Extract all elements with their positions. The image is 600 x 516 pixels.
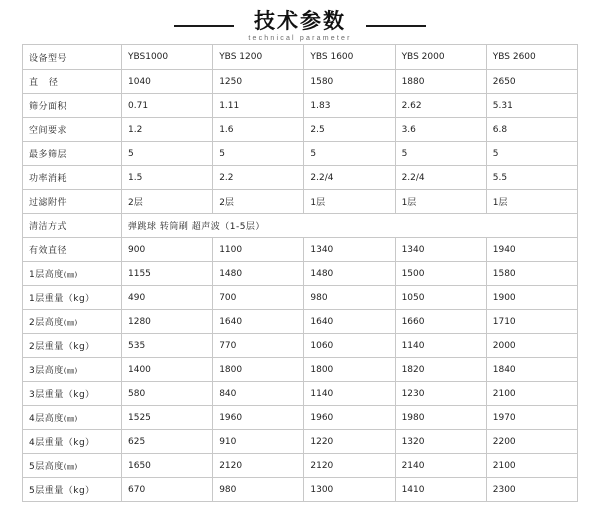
row-cell: 2300 (486, 478, 577, 502)
row-cell: 1800 (304, 358, 395, 382)
row-cell: 1.83 (304, 94, 395, 118)
row-cell: 980 (213, 478, 304, 502)
row-label: 最多筛层 (23, 142, 122, 166)
row-cell: 1层 (304, 190, 395, 214)
row-label: 有效直径 (23, 238, 122, 262)
row-label: 筛分面积 (23, 94, 122, 118)
row-label: 3层重量（kg） (23, 382, 122, 406)
row-cell: 3.6 (395, 118, 486, 142)
table-row (23, 310, 578, 334)
row-cell: 700 (213, 286, 304, 310)
table-row (23, 94, 578, 118)
row-label: 5层重量（kg） (23, 478, 122, 502)
table-row (23, 334, 578, 358)
header-rule-left (174, 25, 234, 27)
row-cell: 1230 (395, 382, 486, 406)
row-cell: 900 (122, 238, 213, 262)
row-cell: 1410 (395, 478, 486, 502)
row-cell: 770 (213, 334, 304, 358)
row-label-unit: (㎜) (63, 415, 78, 423)
row-cell: 1970 (486, 406, 577, 430)
table-row (23, 118, 578, 142)
row-cell: 1400 (122, 358, 213, 382)
table-row (23, 238, 578, 262)
row-label: 清洁方式 (23, 214, 122, 238)
table-row (23, 382, 578, 406)
row-cell: 1480 (213, 262, 304, 286)
row-cell: 1.5 (122, 166, 213, 190)
row-cell: 1250 (213, 70, 304, 94)
row-cell: 1980 (395, 406, 486, 430)
row-cell: YBS1000 (122, 45, 213, 70)
row-cell: 840 (213, 382, 304, 406)
row-label: 4层重量（kg） (23, 430, 122, 454)
row-cell: 2000 (486, 334, 577, 358)
row-label: 4层高度(㎜) (23, 406, 122, 430)
row-label: 1层高度(㎜) (23, 262, 122, 286)
row-cell: YBS 2600 (486, 45, 577, 70)
row-cell: 1100 (213, 238, 304, 262)
table-row (23, 190, 578, 214)
row-label: 1层重量（kg） (23, 286, 122, 310)
row-label-unit: (㎜) (63, 367, 78, 375)
technical-parameter-table (22, 44, 578, 502)
row-cell: 1900 (486, 286, 577, 310)
row-cell: 1340 (395, 238, 486, 262)
row-cell: 2200 (486, 430, 577, 454)
table-row (23, 454, 578, 478)
row-cell: 1140 (304, 382, 395, 406)
row-cell: 1320 (395, 430, 486, 454)
row-cell: 1050 (395, 286, 486, 310)
table-body (23, 45, 578, 502)
row-cell: 1140 (395, 334, 486, 358)
row-cell: 1960 (304, 406, 395, 430)
row-cell: 2120 (213, 454, 304, 478)
table-row (23, 406, 578, 430)
page-title: 技术参数 (254, 8, 346, 33)
row-label: 空间要求 (23, 118, 122, 142)
row-cell: 1480 (304, 262, 395, 286)
table-row (23, 430, 578, 454)
row-cell: 1580 (304, 70, 395, 94)
row-cell: 2.5 (304, 118, 395, 142)
row-label: 功率消耗 (23, 166, 122, 190)
row-label: 过滤附件 (23, 190, 122, 214)
row-cell: 2100 (486, 454, 577, 478)
row-cell: 5.31 (486, 94, 577, 118)
row-cell: 535 (122, 334, 213, 358)
row-label: 2层重量（kg） (23, 334, 122, 358)
row-cell: 1660 (395, 310, 486, 334)
row-cell: 1.11 (213, 94, 304, 118)
row-cell: 580 (122, 382, 213, 406)
row-cell: 1800 (213, 358, 304, 382)
table-row (23, 142, 578, 166)
row-cell: 1710 (486, 310, 577, 334)
table-row (23, 286, 578, 310)
row-label: 3层高度(㎜) (23, 358, 122, 382)
row-cell: 1300 (304, 478, 395, 502)
row-merged-cell: 弹跳球 转筒刷 超声波（1-5层） (122, 214, 578, 238)
row-cell: 1820 (395, 358, 486, 382)
row-cell: 980 (304, 286, 395, 310)
header-rule-right (366, 25, 426, 27)
row-cell: 1580 (486, 262, 577, 286)
row-cell: 1960 (213, 406, 304, 430)
row-cell: 1.2 (122, 118, 213, 142)
row-cell: 2120 (304, 454, 395, 478)
table-row (23, 358, 578, 382)
page-subtitle: technical parameter (248, 34, 352, 42)
row-cell: 2650 (486, 70, 577, 94)
row-cell: 1840 (486, 358, 577, 382)
row-cell: 2层 (122, 190, 213, 214)
row-cell: 2.2/4 (304, 166, 395, 190)
row-cell: 2.2 (213, 166, 304, 190)
row-label-unit: (㎜) (63, 463, 78, 471)
row-cell: 1280 (122, 310, 213, 334)
table-row (23, 214, 578, 238)
table-row (23, 70, 578, 94)
row-cell: 5 (122, 142, 213, 166)
row-cell: 1650 (122, 454, 213, 478)
row-cell: 670 (122, 478, 213, 502)
row-cell: YBS 1200 (213, 45, 304, 70)
row-cell: 6.8 (486, 118, 577, 142)
row-label-unit: (㎜) (63, 319, 78, 327)
row-cell: 2.2/4 (395, 166, 486, 190)
row-cell: 5 (395, 142, 486, 166)
row-cell: 1640 (304, 310, 395, 334)
row-cell: 5 (213, 142, 304, 166)
row-cell: 1525 (122, 406, 213, 430)
row-cell: 1层 (486, 190, 577, 214)
row-cell: 2140 (395, 454, 486, 478)
table-row (23, 166, 578, 190)
row-cell: 1060 (304, 334, 395, 358)
row-cell: 2100 (486, 382, 577, 406)
row-cell: 2层 (213, 190, 304, 214)
row-cell: 1040 (122, 70, 213, 94)
table-row (23, 45, 578, 70)
row-cell: 1层 (395, 190, 486, 214)
table-row (23, 262, 578, 286)
row-cell: YBS 2000 (395, 45, 486, 70)
row-cell: 490 (122, 286, 213, 310)
row-label-unit: (㎜) (63, 271, 78, 279)
table-row (23, 478, 578, 502)
row-cell: 5.5 (486, 166, 577, 190)
row-label: 5层高度(㎜) (23, 454, 122, 478)
row-cell: 0.71 (122, 94, 213, 118)
row-cell: 1340 (304, 238, 395, 262)
row-cell: 1500 (395, 262, 486, 286)
row-cell: 1640 (213, 310, 304, 334)
page-header (22, 0, 578, 44)
row-cell: 1220 (304, 430, 395, 454)
row-label: 设备型号 (23, 45, 122, 70)
title-block (234, 8, 365, 42)
row-label: 直 径 (23, 70, 122, 94)
row-cell: 2.62 (395, 94, 486, 118)
row-cell: 5 (304, 142, 395, 166)
row-cell: 625 (122, 430, 213, 454)
row-cell: YBS 1600 (304, 45, 395, 70)
row-cell: 5 (486, 142, 577, 166)
row-cell: 1940 (486, 238, 577, 262)
row-cell: 910 (213, 430, 304, 454)
row-cell: 1155 (122, 262, 213, 286)
row-cell: 1880 (395, 70, 486, 94)
row-label: 2层高度(㎜) (23, 310, 122, 334)
row-cell: 1.6 (213, 118, 304, 142)
